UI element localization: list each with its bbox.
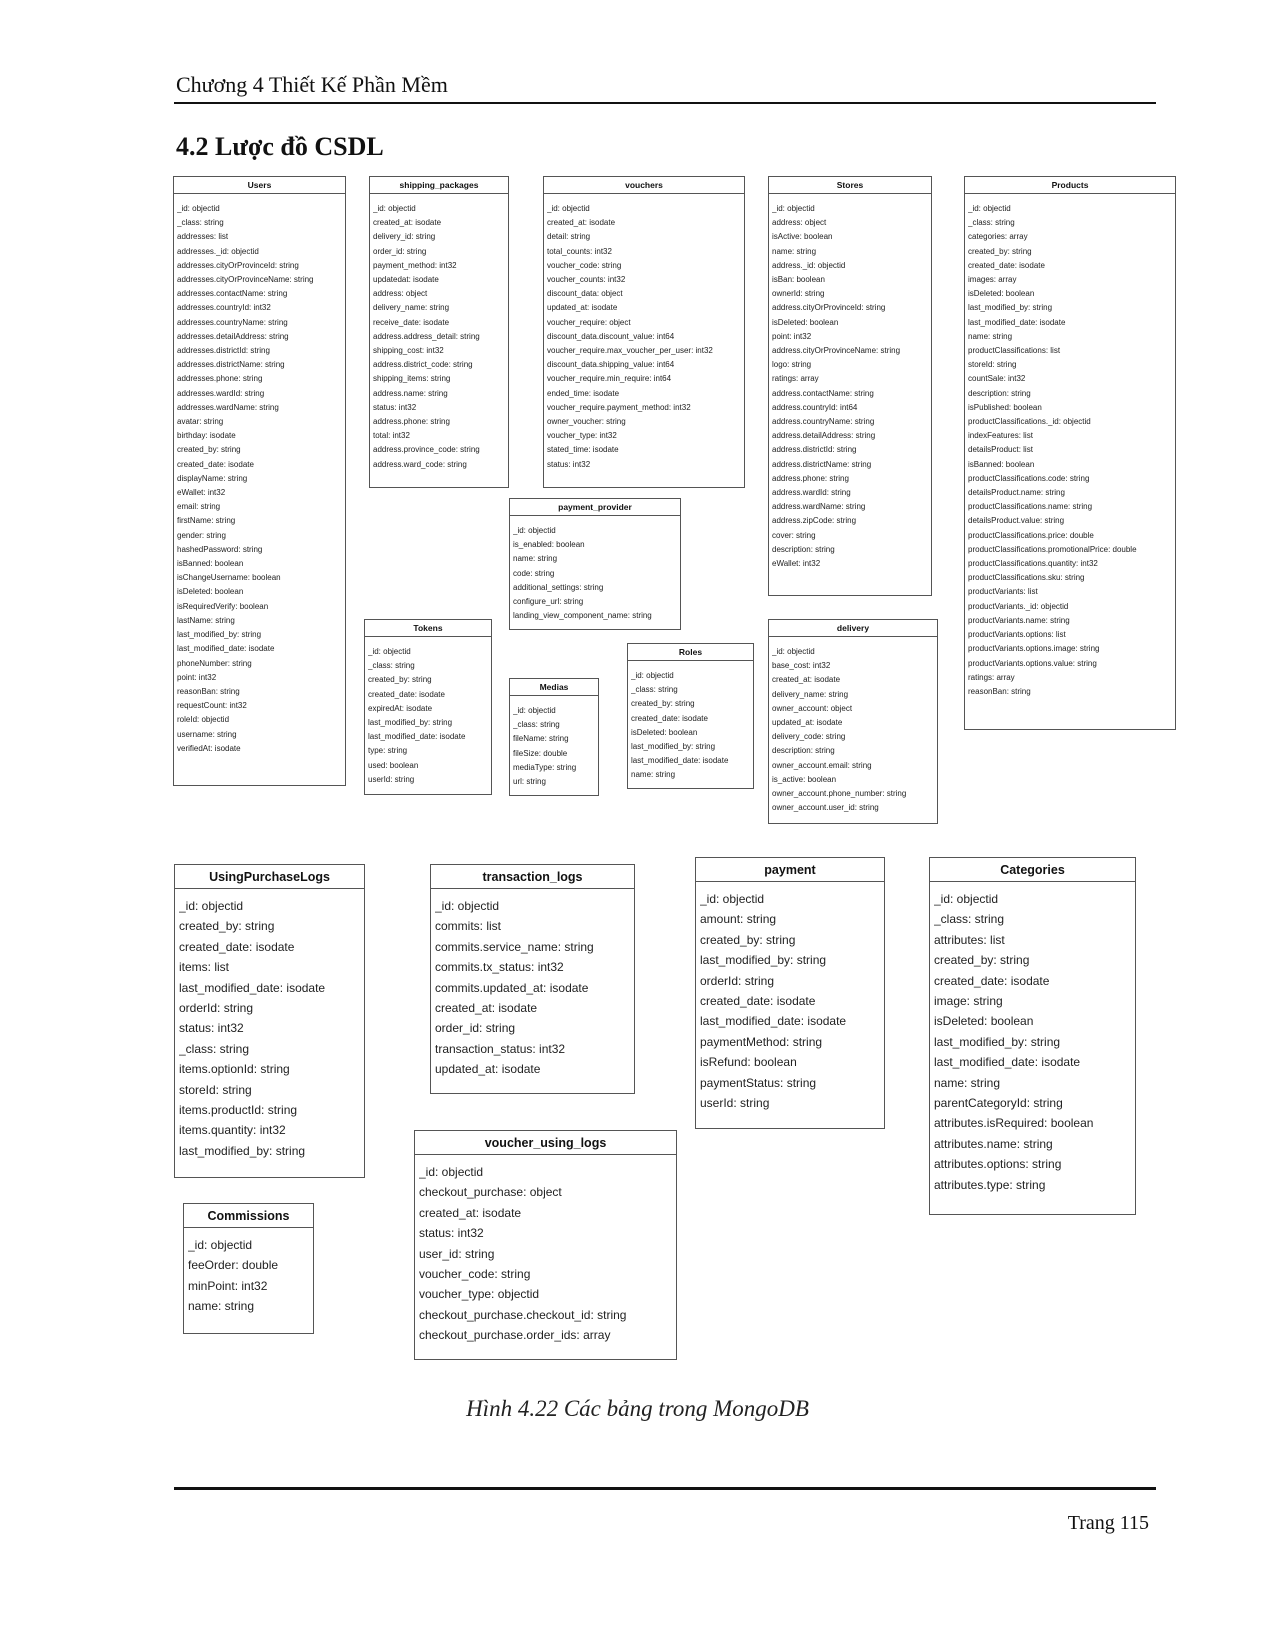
table-field: voucher_require.max_voucher_per_user: int32 [547,346,713,356]
table-field: addresses.wardName: string [177,402,279,412]
table-field: is_active: boolean [772,774,837,784]
field-list [628,661,753,783]
table-field: userId: string [368,774,415,784]
table-field: isRefund: boolean [700,1055,797,1070]
table-field: base_cost: int32 [772,661,831,671]
table-field: description: string [772,544,835,554]
table-users [173,176,346,786]
table-field: url: string [513,777,546,787]
table-field: point: int32 [772,331,812,341]
table-field: orderId: string [700,973,775,988]
table-field: lastName: string [177,615,235,625]
table-field: items: list [179,960,230,975]
table-field: addresses.cityOrProvinceId: string [177,260,299,270]
table-roles [627,643,754,789]
field-list [365,637,491,787]
table-field: created_at: isodate [373,218,442,228]
table-field: last_modified_date: isodate [934,1055,1081,1070]
table-products [964,176,1176,730]
table-field: productClassifications.sku: string [968,573,1085,583]
table-field: additional_settings: string [513,582,604,592]
table-field: eWallet: int32 [177,488,226,498]
table-field: address.name: string [373,388,448,398]
table-field: landing_view_component_name: string [513,611,652,621]
field-list [184,1228,313,1317]
table-field: productVariants._id: objectid [968,601,1069,611]
table-field: name: string [513,554,558,564]
table-field: last_modified_date: isodate [968,317,1066,327]
table-field: address.cityOrProvinceName: string [772,346,901,356]
table-field: name: string [631,770,676,780]
table-field: _id: objectid [513,706,556,715]
table-field: shipping_cost: int32 [373,346,444,356]
table-field: name: string [968,331,1013,341]
table-field: addresses.contactName: string [177,289,288,299]
table-field: productVariants.options: list [968,630,1066,640]
table-payment-provider [509,498,681,630]
table-field: indexFeatures: list [968,431,1033,441]
table-field: _class: string [631,685,678,695]
table-field: _class: string [179,1041,250,1056]
table-field: attributes.name: string [934,1136,1053,1151]
table-field: shipping_items: string [373,374,451,384]
table-field: _id: objectid [700,892,765,906]
table-field: status: int32 [419,1226,484,1241]
table-field: is_enabled: boolean [513,540,585,550]
table-title: shipping_packages [370,177,508,194]
table-field: firstName: string [177,516,236,526]
table-field: receive_date: isodate [373,317,450,327]
table-field: verifiedAt: isodate [177,743,241,753]
table-field: categories: array [968,232,1028,242]
table-field: _id: objectid [419,1165,484,1179]
table-field: reasonBan: string [177,686,240,696]
table-field: amount: string [700,912,777,927]
table-field: checkout_purchase.order_ids: array [419,1328,611,1343]
table-field: transaction_status: int32 [435,1041,566,1056]
table-field: productVariants: list [968,587,1038,597]
table-field: attributes.isRequired: boolean [934,1116,1094,1131]
table-field: last_modified_by: string [631,742,716,752]
table-field: address.contactName: string [772,388,874,398]
table-title: Tokens [365,620,491,637]
table-field: created_at: isodate [547,218,616,228]
table-field: last_modified_date: isodate [631,756,729,766]
table-field: isActive: boolean [772,232,833,242]
field-list [510,696,598,789]
table-field: fileName: string [513,734,569,744]
table-field: created_date: isodate [968,260,1045,270]
table-field: commits: list [435,919,501,934]
table-field: isChangeUsername: boolean [177,573,281,583]
table-field: updated_at: isodate [772,718,843,728]
table-field: owner_account.user_id: string [772,803,879,813]
table-field: status: int32 [179,1021,244,1036]
table-field: feeOrder: double [188,1258,279,1273]
table-field: description: string [968,388,1031,398]
table-field: attributes.options: string [934,1157,1062,1172]
table-field: address._id: objectid [772,260,846,270]
table-field: addresses.wardId: string [177,388,265,398]
table-field: _class: string [368,661,415,671]
table-field: created_at: isodate [419,1205,522,1220]
table-field: created_at: isodate [435,1001,538,1016]
table-field: order_id: string [435,1021,516,1036]
table-field: _class: string [968,218,1015,228]
table-field: discount_data.discount_value: int64 [547,331,675,341]
table-field: discount_data.shipping_value: int64 [547,360,675,370]
table-field: items.quantity: int32 [179,1123,286,1138]
table-field: detailsProduct.value: string [968,516,1065,526]
section-title: 4.2 Lược đồ CSDL [176,132,384,161]
table-field: voucher_counts: int32 [547,275,626,285]
table-field: checkout_purchase: object [419,1185,562,1200]
table-field: owner_account: object [772,703,853,713]
table-field: address.phone: string [373,417,450,427]
table-field: address: object [373,289,428,299]
table-field: created_date: isodate [179,939,295,954]
table-field: minPoint: int32 [188,1278,268,1293]
table-field: email: string [177,502,221,512]
table-field: created_date: isodate [934,973,1050,988]
table-field: stated_time: isodate [547,445,619,455]
table-field: last_modified_date: isodate [179,980,326,995]
table-field: productVariants.name: string [968,615,1070,625]
field-list [769,637,937,815]
field-list [174,194,345,756]
table-field: last_modified_by: string [934,1034,1061,1049]
table-field: description: string [772,746,835,756]
table-field: created_by: string [177,445,241,455]
table-field: addresses.countryName: string [177,317,288,327]
table-title: vouchers [544,177,744,194]
table-field: _id: objectid [772,204,815,213]
table-field: isDeleted: boolean [968,289,1035,299]
table-field: address.countryName: string [772,417,875,427]
table-field: isRequiredVerify: boolean [177,601,269,611]
table-field: storeId: string [968,360,1017,370]
table-field: phoneNumber: string [177,658,252,668]
table-field: _id: objectid [435,899,500,913]
table-field: _id: objectid [177,204,220,213]
table-field: created_date: isodate [631,713,708,723]
table-field: address.districtId: string [772,445,857,455]
table-field: _class: string [934,912,1005,927]
table-field: commits.tx_status: int32 [435,960,564,975]
table-voucher-using-logs [414,1130,677,1360]
table-field: productVariants.options.value: string [968,658,1097,668]
field-list [544,194,744,472]
table-field: total_counts: int32 [547,246,612,256]
table-field: last_modified_by: string [700,953,827,968]
table-field: name: string [188,1299,255,1314]
table-field: productClassifications.name: string [968,502,1093,512]
table-field: point: int32 [177,672,217,682]
table-field: payment_method: int32 [373,260,457,270]
table-field: productClassifications.price: double [968,530,1094,540]
table-field: address.cityOrProvinceId: string [772,303,886,313]
table-field: addresses.districtName: string [177,360,285,370]
table-field: paymentStatus: string [700,1075,817,1090]
table-categories [929,857,1136,1215]
table-field: productClassifications.quantity: int32 [968,559,1098,569]
table-field: image: string [934,994,1003,1009]
table-field: addresses.districtId: string [177,346,270,356]
table-field: ratings: array [968,672,1015,682]
table-field: order_id: string [373,246,427,256]
table-field: _id: objectid [547,204,590,213]
table-field: created_date: isodate [700,994,816,1009]
table-field: last_modified_by: string [177,630,262,640]
table-field: _id: objectid [968,204,1011,213]
table-field: code: string [513,568,555,578]
table-field: owner_account.email: string [772,760,872,770]
table-field: user_id: string [419,1246,495,1261]
table-field: attributes.type: string [934,1177,1046,1192]
table-field: delivery_id: string [373,232,436,242]
table-field: productClassifications: list [968,346,1061,356]
table-field: discount_data: object [547,289,623,299]
table-field: created_by: string [934,953,1030,968]
table-field: address.district_code: string [373,360,473,370]
table-field: username: string [177,729,237,739]
table-field: _class: string [513,720,560,730]
table-title: payment [696,858,884,882]
table-field: created_date: isodate [368,689,445,699]
table-field: _id: objectid [772,647,815,656]
table-field: addresses.detailAddress: string [177,331,289,341]
table-field: attributes: list [934,932,1005,947]
table-field: total: int32 [373,431,410,441]
table-field: address.address_detail: string [373,331,480,341]
table-field: created_by: string [968,246,1032,256]
table-field: storeId: string [179,1082,252,1097]
table-field: delivery_name: string [772,689,849,699]
table-field: requestCount: int32 [177,701,247,711]
table-field: isBan: boolean [772,275,825,285]
table-field: _id: objectid [631,671,674,680]
table-field: userId: string [700,1096,770,1111]
table-field: cover: string [772,530,816,540]
field-list [415,1155,676,1346]
table-field: voucher_require.payment_method: int32 [547,402,691,412]
table-field: updated_at: isodate [435,1062,541,1077]
table-title: Products [965,177,1175,194]
table-field: address.phone: string [772,473,849,483]
table-payment [695,857,885,1129]
table-field: isBanned: boolean [177,559,244,569]
table-title: Users [174,177,345,194]
table-title: Roles [628,644,753,661]
table-field: hashedPassword: string [177,544,263,554]
table-field: commits.service_name: string [435,939,594,954]
table-field: address.countryId: int64 [772,402,858,412]
table-field: mediaType: string [513,762,577,772]
table-field: addresses._id: objectid [177,246,259,256]
table-title: transaction_logs [431,865,634,889]
figure-caption: Hình 4.22 Các bảng trong MongoDB [466,1396,809,1421]
table-field: last_modified_by: string [968,303,1053,313]
table-field: last_modified_date: isodate [177,644,275,654]
table-field: address.province_code: string [373,445,480,455]
table-title: Stores [769,177,931,194]
table-commissions [183,1203,314,1334]
table-tokens [364,619,492,795]
table-field: address.detailAddress: string [772,431,876,441]
table-field: countSale: int32 [968,374,1026,384]
page-number: Trang 115 [1067,1512,1149,1534]
footer-rule [174,1487,1156,1490]
table-title: UsingPurchaseLogs [175,865,364,889]
table-field: created_by: string [700,932,796,947]
table-field: addresses.countryId: int32 [177,303,271,313]
table-field: isPublished: boolean [968,402,1042,412]
table-field: voucher_require: object [547,317,631,327]
table-field: avatar: string [177,417,224,427]
field-list [769,194,931,571]
table-field: created_at: isodate [772,675,841,685]
table-using-purchase-logs [174,864,365,1178]
table-field: checkout_purchase.checkout_id: string [419,1307,627,1322]
table-transaction-logs [430,864,635,1094]
table-field: status: int32 [373,402,417,412]
table-field: updated_at: isodate [547,303,618,313]
table-field: address.wardId: string [772,488,851,498]
table-field: created_by: string [179,919,275,934]
table-title: Medias [510,679,598,696]
table-field: _id: objectid [513,526,556,535]
table-field: address: object [772,218,827,228]
table-field: fileSize: double [513,748,568,758]
table-field: expiredAt: isodate [368,703,433,713]
table-field: items.productId: string [179,1103,298,1118]
table-field: commits.updated_at: isodate [435,980,589,995]
table-field: configure_url: string [513,597,584,607]
table-field: address.districtName: string [772,459,872,469]
table-field: voucher_type: int32 [547,431,617,441]
field-list [510,516,680,623]
table-field: name: string [772,246,817,256]
table-shipping-packages [369,176,509,488]
table-field: _id: objectid [179,899,244,913]
table-title: payment_provider [510,499,680,516]
table-field: _id: objectid [373,204,416,213]
table-medias [509,678,599,796]
table-title: voucher_using_logs [415,1131,676,1155]
table-field: address.wardName: string [772,502,866,512]
table-title: delivery [769,620,937,637]
table-field: isDeleted: boolean [177,587,244,597]
table-field: isDeleted: boolean [772,317,839,327]
table-field: displayName: string [177,473,248,483]
table-field: voucher_code: string [547,260,622,270]
table-field: isBanned: boolean [968,459,1035,469]
table-title: Commissions [184,1204,313,1228]
table-field: updatedat: isodate [373,275,439,285]
table-field: images: array [968,275,1017,285]
table-title: Categories [930,858,1135,882]
table-field: owner_account.phone_number: string [772,789,907,799]
table-field: delivery_code: string [772,732,846,742]
table-field: ended_time: isodate [547,388,620,398]
table-field: productClassifications.promotionalPrice: double [968,544,1137,554]
table-field: logo: string [772,360,812,370]
table-field: gender: string [177,530,226,540]
table-field: used: boolean [368,760,419,770]
header-rule [174,102,1156,104]
table-field: birthday: isodate [177,431,236,441]
table-field: roleId: objectid [177,715,230,725]
table-field: voucher_type: objectid [419,1287,540,1302]
chapter-header: Chương 4 Thiết Kế Phần Mềm [176,72,448,97]
table-field: created_date: isodate [177,459,254,469]
table-field: productClassifications.code: string [968,473,1090,483]
table-field: parentCategoryId: string [934,1096,1063,1111]
field-list [431,889,634,1080]
table-field: addresses.phone: string [177,374,263,384]
table-field: status: int32 [547,459,591,469]
table-field: voucher_code: string [419,1267,531,1282]
table-field: ownerId: string [772,289,825,299]
table-field: detailsProduct: list [968,445,1033,455]
table-field: productClassifications._id: objectid [968,417,1091,427]
table-field: eWallet: int32 [772,559,821,569]
table-field: name: string [934,1075,1001,1090]
table-field: detailsProduct.name: string [968,488,1065,498]
table-field: addresses: list [177,232,229,242]
field-list [696,882,884,1113]
table-field: created_by: string [368,675,432,685]
table-field: productVariants.options.image: string [968,644,1100,654]
table-field: voucher_require.min_require: int64 [547,374,672,384]
table-field: address.zipCode: string [772,516,857,526]
field-list [175,889,364,1161]
table-field: _id: objectid [188,1238,253,1252]
table-field: last_modified_date: isodate [368,732,466,742]
table-field: paymentMethod: string [700,1034,823,1049]
table-delivery [768,619,938,824]
table-field: _id: objectid [368,647,411,656]
table-field: _class: string [177,218,224,228]
table-field: isDeleted: boolean [934,1014,1034,1029]
table-field: detail: string [547,232,591,242]
table-field: address.ward_code: string [373,459,467,469]
table-field: orderId: string [179,1001,254,1016]
table-field: addresses.cityOrProvinceName: string [177,275,314,285]
table-field: reasonBan: string [968,686,1031,696]
table-vouchers [543,176,745,488]
table-field: isDeleted: boolean [631,727,698,737]
table-field: delivery_name: string [373,303,450,313]
field-list [370,194,508,472]
table-field: ratings: array [772,374,819,384]
table-field: last_modified_by: string [179,1143,306,1158]
table-field: last_modified_by: string [368,718,453,728]
table-field: type: string [368,746,408,756]
field-list [930,882,1135,1195]
table-field: owner_voucher: string [547,417,626,427]
table-field: last_modified_date: isodate [700,1014,847,1029]
table-stores [768,176,932,596]
field-list [965,194,1175,699]
table-field: items.optionId: string [179,1062,290,1077]
table-field: created_by: string [631,699,695,709]
table-field: _id: objectid [934,892,999,906]
